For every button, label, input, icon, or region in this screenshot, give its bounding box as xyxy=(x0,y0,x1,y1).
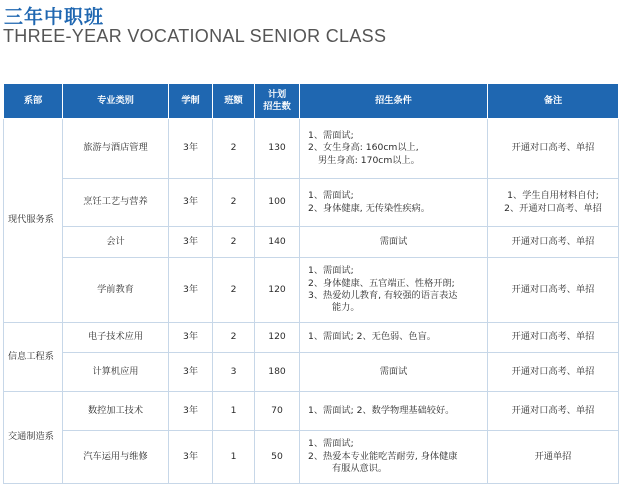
table-header-row xyxy=(4,84,619,119)
note-line: 开通对口高考、单招 xyxy=(511,365,595,377)
condition-line: 需面试 xyxy=(379,235,408,247)
notes-cell xyxy=(488,179,619,227)
classes-cell: 2 xyxy=(213,119,255,179)
note-line: 开通对口高考、单招 xyxy=(511,331,595,343)
conditions-cell xyxy=(300,353,488,392)
plan-cell: 120 xyxy=(255,258,300,323)
condition-line: 2、身体健康, 无传染性疾病。 xyxy=(308,202,430,214)
years-cell: 3年 xyxy=(169,323,213,353)
plan-cell: 130 xyxy=(255,119,300,179)
plan-cell: 120 xyxy=(255,323,300,353)
notes-cell xyxy=(488,119,619,179)
major-cell: 会计 xyxy=(63,227,169,258)
plan-cell: 140 xyxy=(255,227,300,258)
dept-cell: 现代服务系 xyxy=(4,119,63,323)
major-cell: 电子技术应用 xyxy=(63,323,169,353)
note-line: 2、开通对口高考、单招 xyxy=(504,202,602,214)
classes-cell: 1 xyxy=(213,431,255,484)
header-years: 学制 xyxy=(169,84,213,119)
notes-cell xyxy=(488,258,619,323)
conditions-cell xyxy=(300,431,488,484)
header-plan-line1: 计划 xyxy=(267,89,287,101)
condition-line: 1、需面试; 2、无色弱、色盲。 xyxy=(308,331,436,343)
dept-cell: 交通制造系 xyxy=(4,392,63,484)
years-cell: 3年 xyxy=(169,179,213,227)
notes-cell xyxy=(488,353,619,392)
header-major: 专业类别 xyxy=(63,84,169,119)
classes-cell: 2 xyxy=(213,323,255,353)
plan-cell: 180 xyxy=(255,353,300,392)
note-line: 开通对口高考、单招 xyxy=(511,142,595,154)
condition-line: 3、热爱幼儿教育, 有较强的语言表达 xyxy=(308,290,458,301)
page-title-cn: 三年中职班 xyxy=(4,6,105,28)
major-cell: 学前教育 xyxy=(63,258,169,323)
condition-line: 1、需面试; xyxy=(308,438,354,450)
table-row xyxy=(4,353,619,392)
page-title-en: THREE-YEAR VOCATIONAL SENIOR CLASS xyxy=(3,26,387,46)
condition-line: 2、热爱本专业能吃苦耐劳, 身体健康 xyxy=(308,450,458,462)
years-cell: 3年 xyxy=(169,392,213,431)
major-cell: 计算机应用 xyxy=(63,353,169,392)
major-cell: 汽车运用与维修 xyxy=(63,431,169,484)
enrollment-table xyxy=(3,83,619,484)
notes-cell xyxy=(488,392,619,431)
years-cell: 3年 xyxy=(169,431,213,484)
notes-cell xyxy=(488,227,619,258)
header-plan-line2: 招生数 xyxy=(263,101,291,112)
condition-line: 需面试 xyxy=(379,365,408,377)
classes-cell: 2 xyxy=(213,227,255,258)
classes-cell: 3 xyxy=(213,353,255,392)
note-line: 开通对口高考、单招 xyxy=(511,404,595,416)
plan-cell: 70 xyxy=(255,392,300,431)
condition-line: 有服从意识。 xyxy=(332,463,388,475)
major-cell: 旅游与酒店管理 xyxy=(63,119,169,179)
table-row xyxy=(4,179,619,227)
years-cell: 3年 xyxy=(169,353,213,392)
table-row xyxy=(4,119,619,179)
condition-line: 1、需面试; 2、数学物理基础较好。 xyxy=(308,404,455,416)
condition-line: 1、需面试; xyxy=(308,129,354,141)
table-row xyxy=(4,258,619,323)
years-cell: 3年 xyxy=(169,258,213,323)
classes-cell: 2 xyxy=(213,258,255,323)
conditions-cell xyxy=(300,392,488,431)
header-conditions: 招生条件 xyxy=(300,84,488,119)
condition-line: 1、需面试; xyxy=(308,190,354,202)
plan-cell: 100 xyxy=(255,179,300,227)
note-line: 1、学生自用材料自付; xyxy=(507,190,599,202)
note-line: 开通单招 xyxy=(534,450,572,462)
years-cell: 3年 xyxy=(169,227,213,258)
header-dept: 系部 xyxy=(4,84,63,119)
condition-line: 2、身体健康、五官端正、性格开朗; xyxy=(308,277,455,289)
condition-line: 2、女生身高: 160cm以上, xyxy=(308,142,419,154)
table-row xyxy=(4,227,619,258)
dept-cell: 信息工程系 xyxy=(4,323,63,392)
note-line: 开通对口高考、单招 xyxy=(511,283,595,295)
notes-cell xyxy=(488,431,619,484)
plan-cell: 50 xyxy=(255,431,300,484)
conditions-cell xyxy=(300,227,488,258)
table-row xyxy=(4,323,619,353)
conditions-cell xyxy=(300,179,488,227)
notes-cell xyxy=(488,323,619,353)
condition-line: 1、需面试; xyxy=(308,265,354,277)
major-cell: 烹饪工艺与营养 xyxy=(63,179,169,227)
header-plan xyxy=(255,84,300,119)
header-notes: 备注 xyxy=(488,84,619,119)
note-line: 开通对口高考、单招 xyxy=(511,235,595,247)
classes-cell: 2 xyxy=(213,179,255,227)
condition-line: 能力。 xyxy=(332,302,360,314)
table-row xyxy=(4,431,619,484)
major-cell: 数控加工技术 xyxy=(63,392,169,431)
conditions-cell xyxy=(300,258,488,323)
header-classes: 班额 xyxy=(213,84,255,119)
years-cell: 3年 xyxy=(169,119,213,179)
conditions-cell xyxy=(300,119,488,179)
classes-cell: 1 xyxy=(213,392,255,431)
condition-line: 男生身高: 170cm以上。 xyxy=(318,154,420,166)
conditions-cell xyxy=(300,323,488,353)
table-row xyxy=(4,392,619,431)
